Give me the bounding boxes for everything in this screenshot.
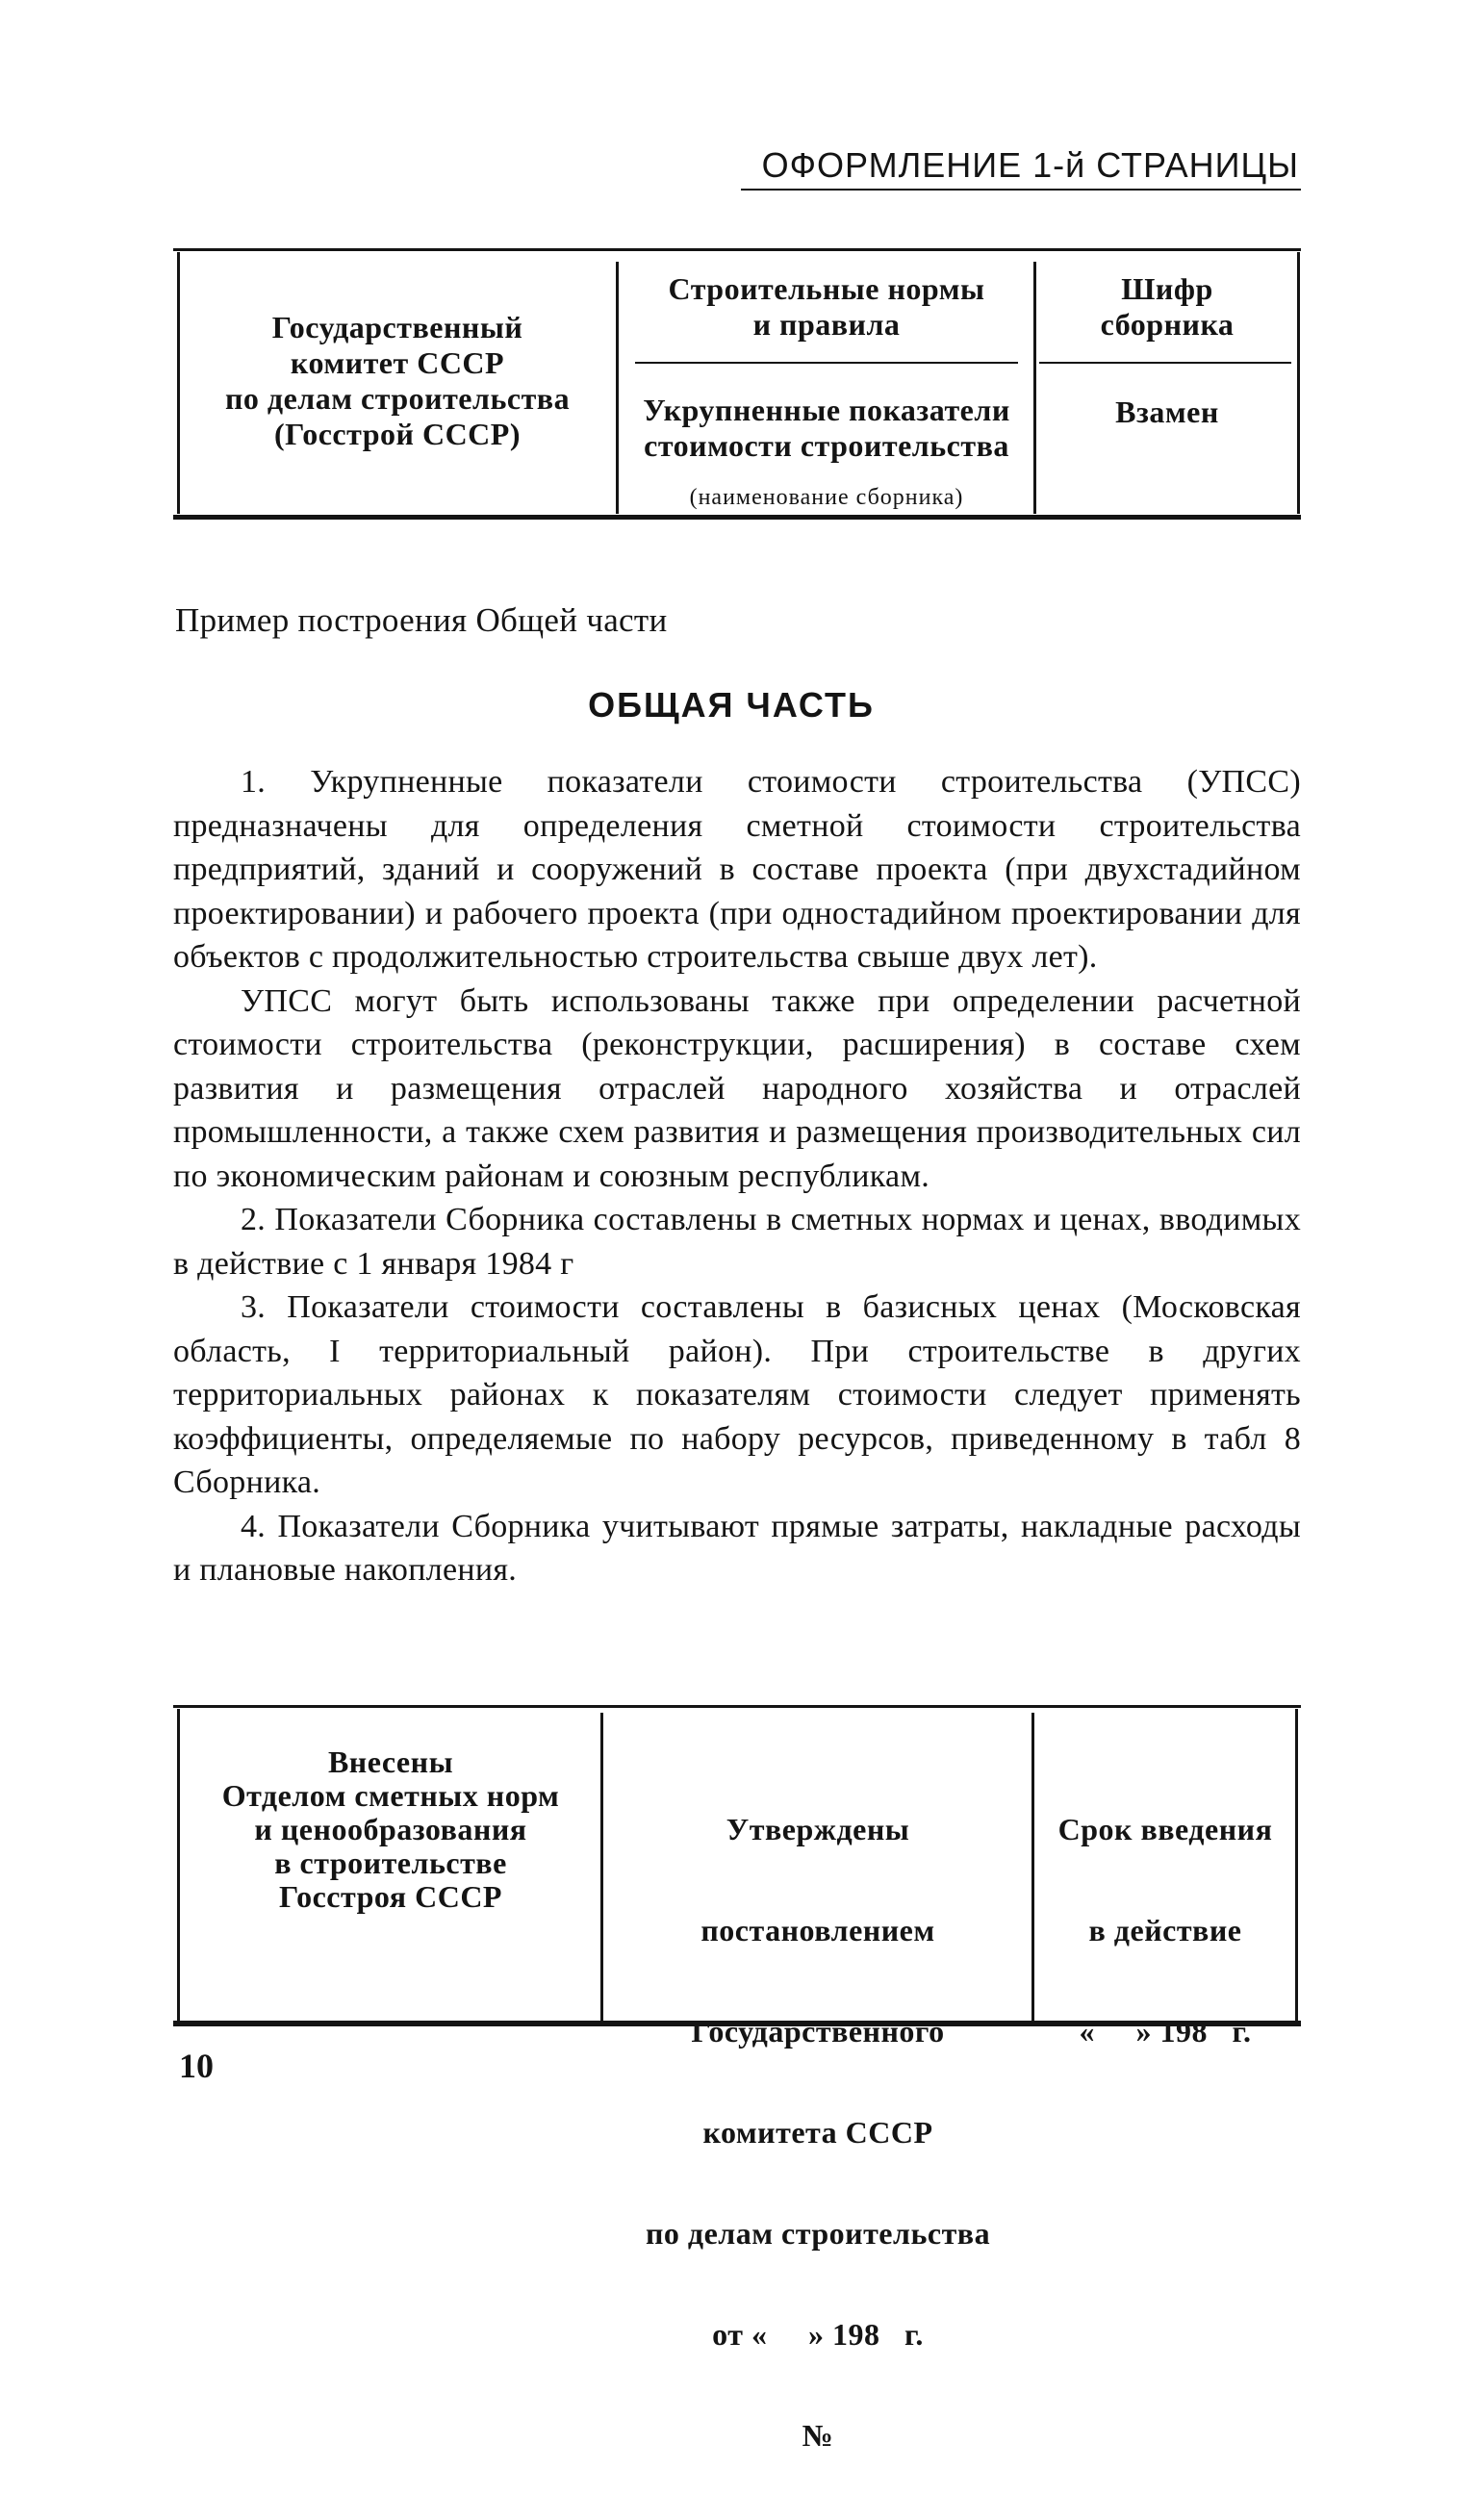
agency-cell — [183, 310, 612, 452]
agency-line: по делам строительства — [224, 381, 571, 416]
paragraph: УПСС могут быть использованы также при определении расчетной стоимости строительства (реконструкции, расширения) в составе схем развития и размещения отраслей народного хозяйства и отраслей промышленности, а также схем развития и размещения производительных сил по экономическим районам и союзным республикам. — [173, 982, 1301, 1194]
approved-line: Государственного — [691, 2014, 945, 2049]
agency-line: Государственный — [271, 310, 523, 344]
paragraph: 3. Показатели стоимости составлены в базисных ценах (Московская область, I территориальный район). При строительстве в других территориальных районах к показателям стоимости следует применять коэффициенты, определяемые по набору ресурсов, приведенному в табл 8 Сборника. — [173, 1289, 1301, 1500]
approved-line: № — [802, 2418, 834, 2453]
submitted-line: Внесены — [327, 1744, 454, 1779]
footer-table-right-border — [1295, 1709, 1298, 2021]
header-table-right-border — [1297, 252, 1300, 514]
footer-table-divider-1 — [600, 1713, 603, 2021]
running-head-rule — [741, 189, 1301, 191]
footer-table-top-rule — [173, 1705, 1301, 1708]
footer-table-left-border — [177, 1709, 180, 2021]
collection-caption: (наименование сборника) — [689, 485, 964, 510]
approved-line: от « » 198 г. — [712, 2317, 924, 2352]
header-table-mid-rule-center — [635, 362, 1018, 364]
approved-line: комитета СССР — [702, 2115, 933, 2150]
running-head: ОФОРМЛЕНИЕ 1-й СТРАНИЦЫ — [761, 145, 1299, 185]
page-number: 10 — [179, 2047, 214, 2085]
collection-name-line: стоимости строительства — [644, 428, 1009, 463]
effective-line: Срок введения — [1057, 1812, 1273, 1846]
approved-line: по делам строительства — [645, 2216, 991, 2251]
collection-name-cell — [622, 393, 1031, 464]
code-label-line: сборника — [1100, 307, 1235, 342]
norms-title-line: Строительные нормы — [668, 271, 985, 306]
paragraph: 4. Показатели Сборника учитывают прямые затраты, накладные расходы и плановые накопления. — [173, 1508, 1301, 1588]
submitted-cell — [183, 1745, 598, 1914]
header-table-divider-2 — [1033, 262, 1036, 514]
header-table-divider-1 — [616, 262, 619, 514]
footer-table-divider-2 — [1031, 1713, 1034, 2021]
approved-line: Утверждены — [726, 1812, 910, 1846]
norms-title-cell — [622, 271, 1031, 343]
paragraph: 1. Укрупненные показатели стоимости строительства (УПСС) предназначены для определения сметной стоимости строительства предприятий, зданий и сооружений в составе проекта (при двухстадийном проектировании) и рабочего проекта (при одностадийном проектировании для объектов с продолжительностью строительства свыше двух лет). — [173, 764, 1301, 975]
approved-line: постановлением — [700, 1913, 935, 1947]
effective-line: в действие — [1088, 1913, 1242, 1947]
code-label-line: Шифр — [1121, 271, 1213, 306]
code-cell — [1039, 271, 1295, 343]
replaces-cell: Взамен — [1115, 395, 1219, 429]
effective-cell — [1035, 1745, 1295, 2116]
norms-title-line: и правила — [752, 307, 901, 342]
body-text — [173, 760, 1301, 1592]
header-table-bottom-rule — [173, 515, 1301, 520]
submitted-line: в строительстве — [274, 1845, 507, 1880]
header-table-mid-rule-right — [1039, 362, 1291, 364]
submitted-line: Госстроя СССР — [279, 1879, 502, 1914]
agency-line: (Госстрой СССР) — [274, 417, 521, 451]
paragraph: 2. Показатели Сборника составлены в сметных нормах и ценах, вводимых в действие с 1 января 1984 г — [173, 1202, 1301, 1282]
intro-line: Пример построения Общей части — [175, 601, 668, 639]
header-table-left-border — [177, 252, 180, 514]
approved-cell — [606, 1745, 1030, 2520]
submitted-line: и ценообразования — [254, 1812, 527, 1846]
section-heading: ОБЩАЯ ЧАСТЬ — [588, 685, 875, 725]
agency-line: комитет СССР — [290, 345, 505, 380]
effective-line: « » 198 г. — [1079, 2014, 1252, 2049]
header-table-top-rule — [173, 248, 1301, 251]
collection-name-line: Укрупненные показатели — [643, 393, 1010, 427]
submitted-line: Отделом сметных норм — [221, 1778, 560, 1813]
